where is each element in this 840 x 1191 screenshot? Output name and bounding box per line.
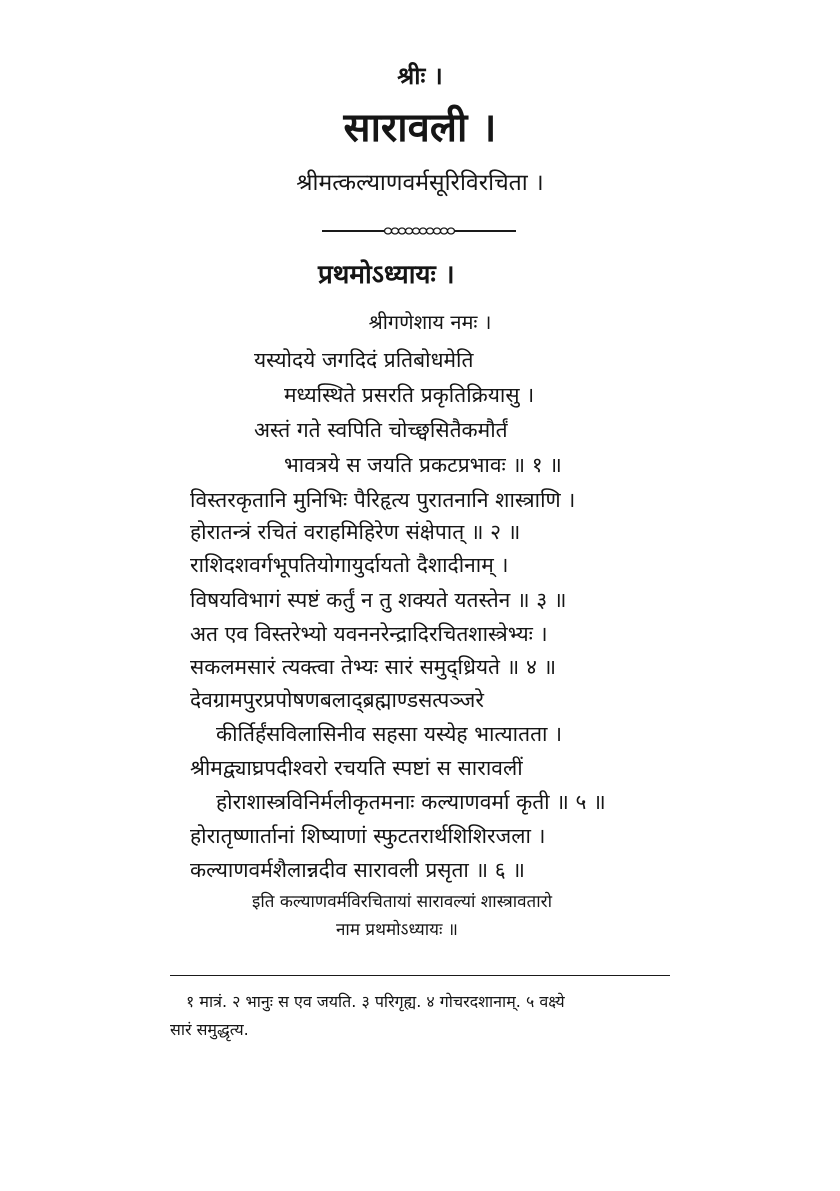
footnote-line: सारं समुद्धृत्य. — [170, 1020, 249, 1039]
page-title: सारावली । — [343, 105, 497, 151]
verse-line: देवग्रामपुरप्रपोषणबलाद्ब्रह्माण्डसत्पञ्जरे — [190, 688, 484, 712]
verse-line: भावत्रये स जयति प्रकटप्रभावः ॥ १ ॥ — [284, 453, 562, 477]
verse-line: अस्तं गते स्वपिति चोच्छ्वसितैकमौर्तं — [254, 418, 508, 442]
verse-line: होराशास्त्रविनिर्मलीकृतमनाः कल्याणवर्मा कृती ॥ ५ ॥ — [216, 790, 606, 814]
page-subtitle: श्रीमत्कल्याणवर्मसूरिविरचिता । — [296, 170, 544, 196]
footnote-line: १ मात्रं. २ भानुः स एव जयति. ३ परिगृह्य. ४ गोचरदशानाम्. ५ वक्ष्ये — [186, 992, 565, 1011]
verse-line: कल्याणवर्मशैलान्नदीव सारावली प्रसृता ॥ ६ ॥ — [190, 858, 525, 882]
ornamental-divider — [322, 223, 516, 239]
colophon-line: इति कल्याणवर्मविरचितायां सारावल्यां शास्त्रावतारो — [252, 892, 553, 912]
verse-line: यस्योदये जगदिदं प्रतिबोधमेति — [254, 348, 474, 372]
verse-line: मध्यस्थिते प्रसरति प्रकृतिक्रियासु । — [284, 383, 535, 407]
verse-line: कीर्तिर्हंसविलासिनीव सहसा यस्येह भात्यातता । — [216, 722, 563, 746]
verse-line: विस्तरकृतानि मुनिभिः पैरिहृत्य पुरातनानि शास्त्राणि । — [190, 488, 576, 512]
verse-line: सकलमसारं त्यक्त्वा तेभ्यः सारं समुद्ध्रियते ॥ ४ ॥ — [190, 655, 557, 679]
verse-line: श्रीमद्व्याघ्रपदीश्वरो रचयति स्पष्टां स सारावलीं — [190, 756, 523, 780]
chapter-salutation: श्रीगणेशाय नमः । — [368, 310, 492, 334]
colophon-line: नाम प्रथमोऽध्यायः ॥ — [336, 920, 458, 940]
verse-line: राशिदशवर्गभूपतियोगायुर्दायतो दैशादीनाम् । — [190, 553, 509, 577]
footnote-rule — [170, 975, 670, 976]
verse-line: होरातन्त्रं रचितं वराहमिहिरेण संक्षेपात् ॥ २ ॥ — [190, 520, 521, 544]
verse-line: अत एव विस्तरेभ्यो यवननरेन्द्रादिरचितशास्त्रेभ्यः । — [190, 622, 548, 646]
chapter-heading: प्रथमोऽध्यायः । — [318, 260, 455, 290]
verse-line: विषयविभागं स्पष्टं कर्तुं न तु शक्यते यतस्तेन ॥ ३ ॥ — [190, 588, 567, 612]
invocation: श्रीः । — [397, 62, 443, 90]
verse-line: होरातृष्णार्तानां शिष्याणां स्फुटतरार्थशिशिरजला । — [190, 824, 546, 848]
